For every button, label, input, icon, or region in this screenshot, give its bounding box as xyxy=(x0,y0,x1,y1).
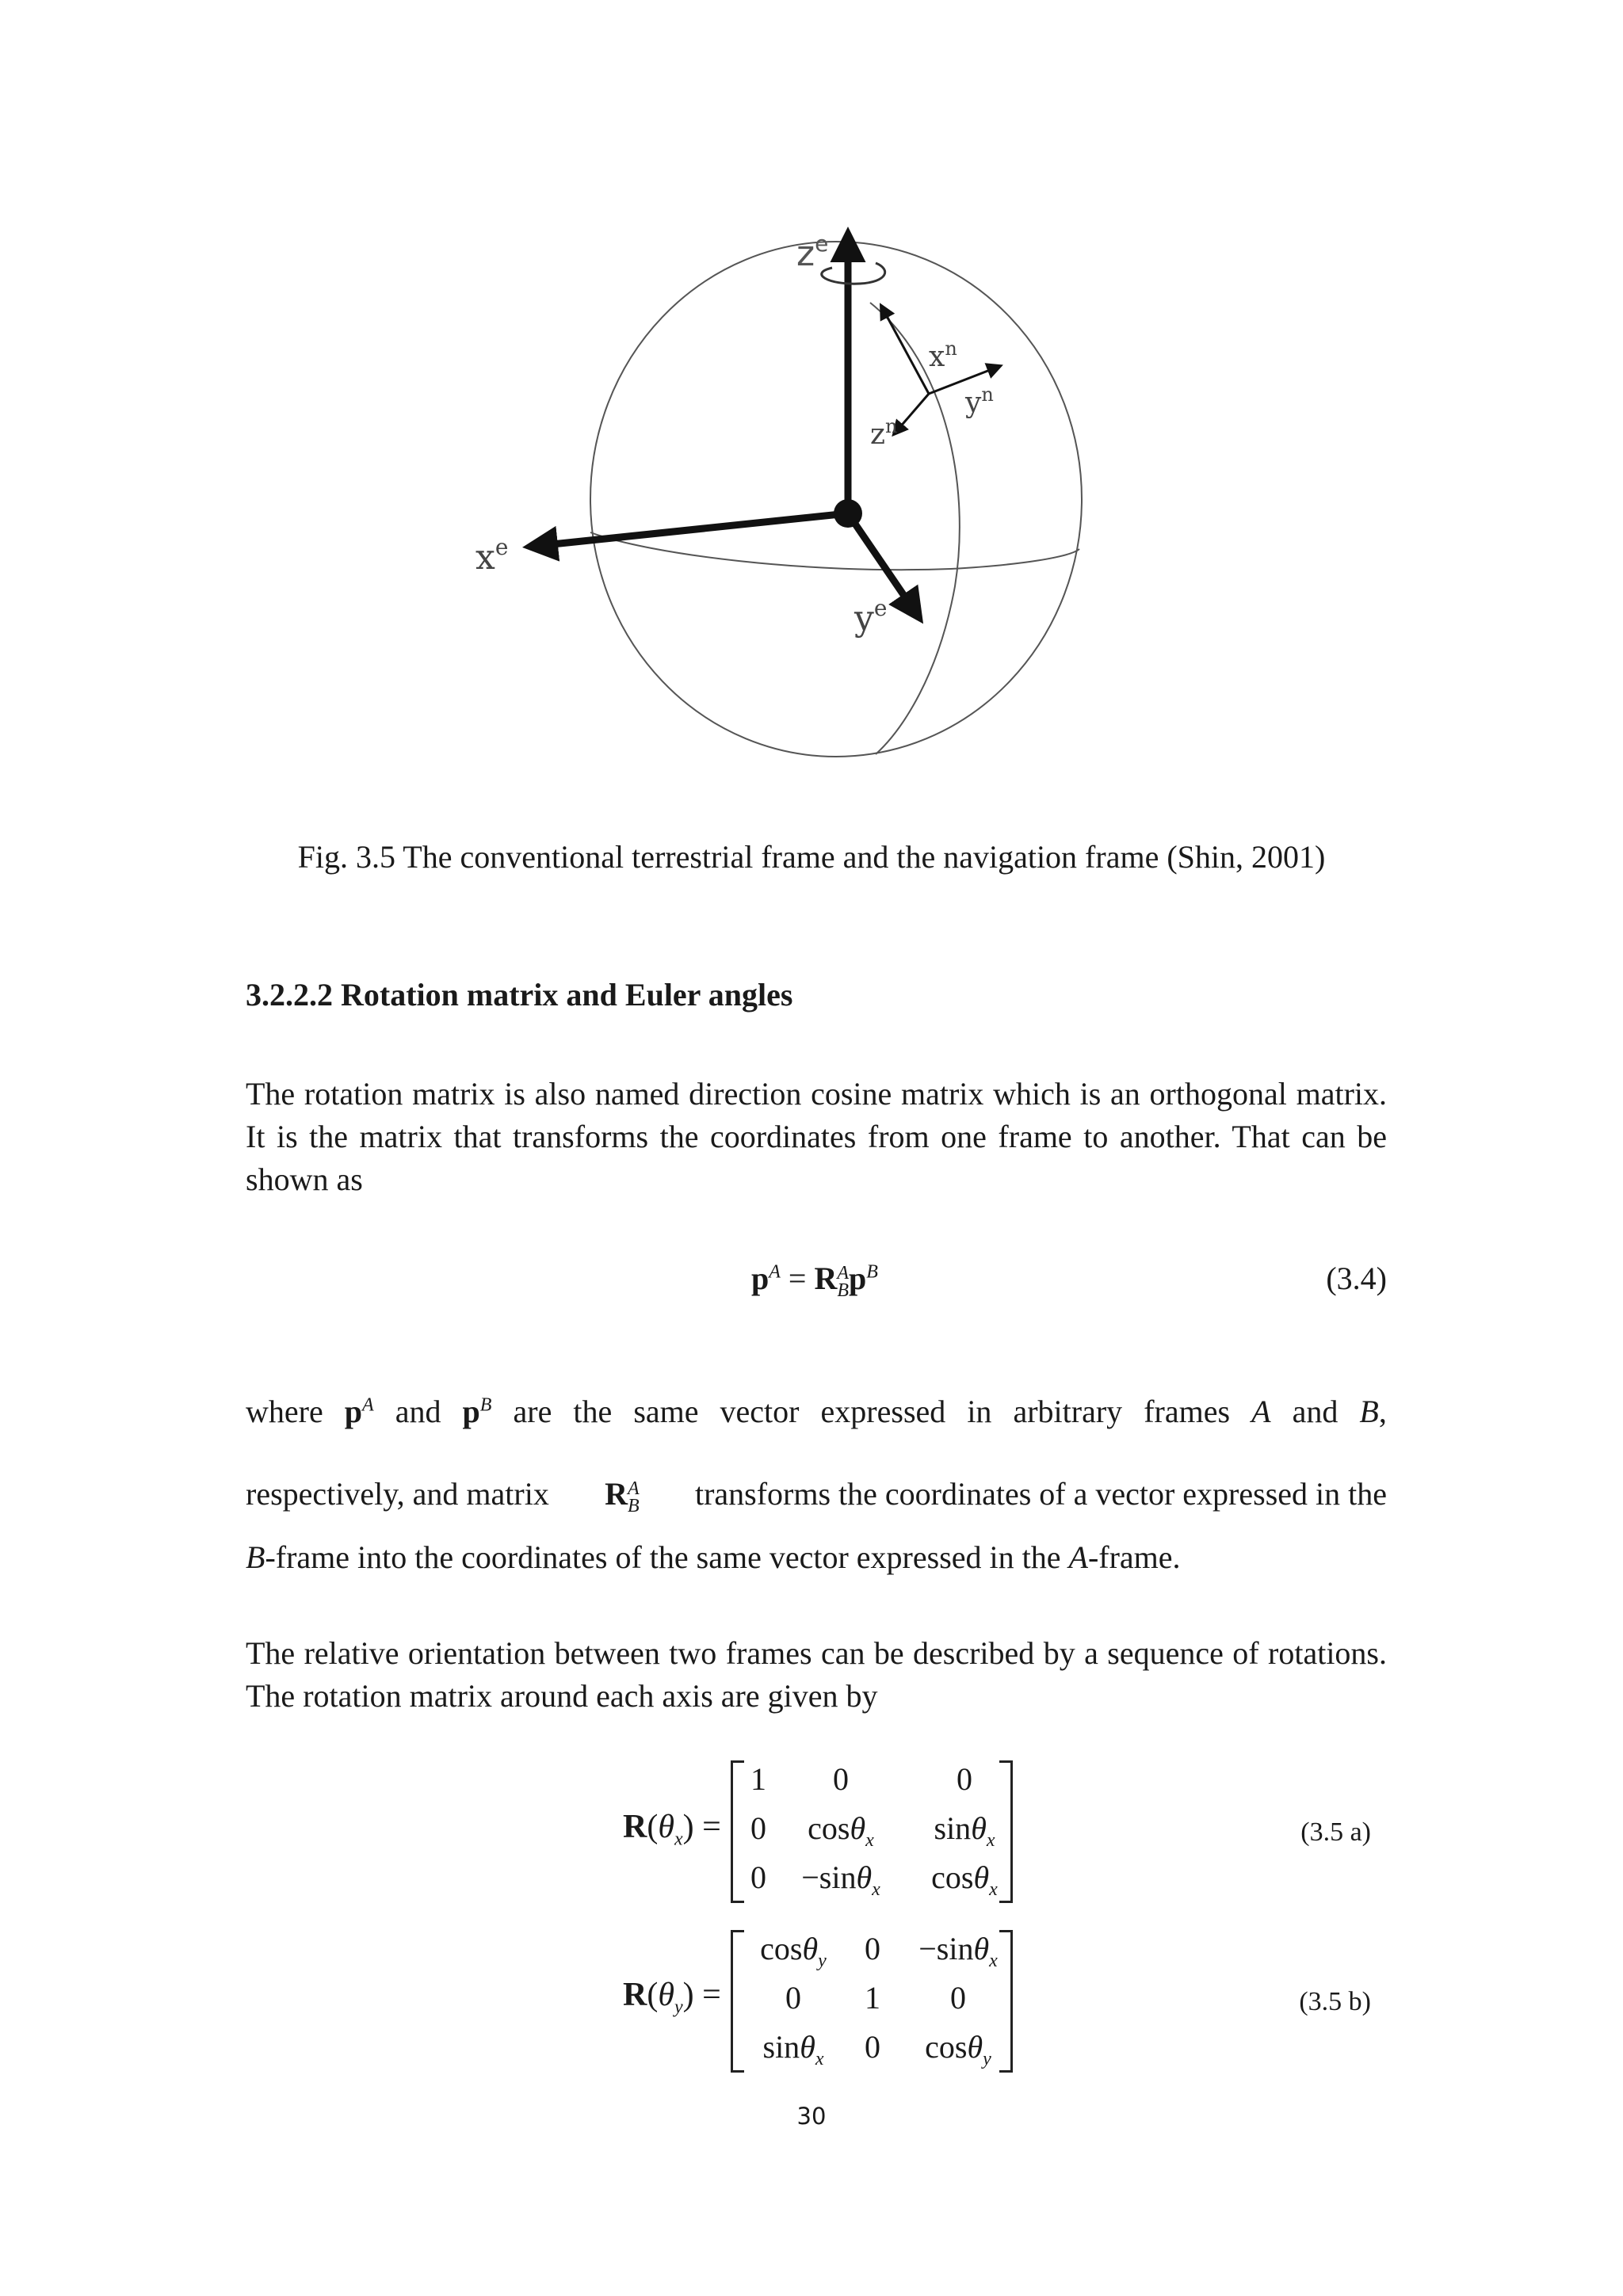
xn-axis-arrow xyxy=(881,306,929,394)
section-title: 3.2.2.2 Rotation matrix and Euler angles xyxy=(246,977,793,1013)
equator-line xyxy=(590,532,1079,570)
paragraph-rotation-matrix: The rotation matrix is also named direction cosine matrix which is an orthogonal matrix. It is the matrix that transforms the coordinates from one frame to another. That can be shown as xyxy=(246,1076,1387,1197)
zn-axis-arrow xyxy=(894,394,929,434)
sphere-outline xyxy=(590,242,1082,757)
paragraph-relative-orientation: The relative orientation between two frames can be described by a sequence of rotations. The rotation matrix around each axis are given by xyxy=(246,1635,1387,1714)
yn-label: $y^n$ xyxy=(965,383,994,419)
matrix-rx: 1 0 0 0 cosθ$_x$ sinθ$_x$ 0 −sinθ$_x$ cosθ$_x$ xyxy=(731,1760,1013,1903)
ze-label: $z^e$ xyxy=(796,231,829,274)
where-line-2: respectively, and matrix R A B transforms the coordinates of a vector expressed in the xyxy=(246,1476,1387,1516)
page-number: 30 xyxy=(796,2103,827,2130)
zn-label: $z^n$ xyxy=(870,415,898,451)
ye-label: $y^e$ xyxy=(854,595,888,639)
equation-3-5b-lhs: $R(\theta_y)$ = xyxy=(623,1977,721,2018)
xe-axis-arrow xyxy=(529,513,848,547)
where-line-3: B-frame into the coordinates of the same vector expressed in the A-frame. xyxy=(246,1539,1181,1575)
equation-3-4: $p^A = R$ A B $p^B$ xyxy=(751,1261,878,1301)
matrix-ry: cosθ$_y$ 0 −sinθ$_x$ 0 1 0 sinθ$_x$ 0 cosθ$_y$ xyxy=(731,1930,1013,2073)
equation-number-3-5a: (3.5 a) xyxy=(1300,1817,1371,1847)
rotation-arc-icon xyxy=(822,263,885,284)
frame-sphere-figure xyxy=(444,214,1094,792)
equation-number-3-5b: (3.5 b) xyxy=(1299,1987,1371,2016)
where-line-1: where $p^A$ and $p^B$ are the same vector expressed in arbitrary frames A and B, xyxy=(246,1394,1387,1429)
origin-point xyxy=(834,499,862,528)
figure-caption: Fig. 3.5 The conventional terrestrial frame and the navigation frame (Shin, 2001) xyxy=(297,839,1326,875)
xe-label: $x^e$ xyxy=(475,534,509,578)
equation-3-5a-lhs: $R(\theta_x)$ = xyxy=(623,1809,721,1850)
equation-number-3-4: (3.4) xyxy=(1326,1261,1387,1296)
xn-label: $x^n$ xyxy=(929,338,957,373)
